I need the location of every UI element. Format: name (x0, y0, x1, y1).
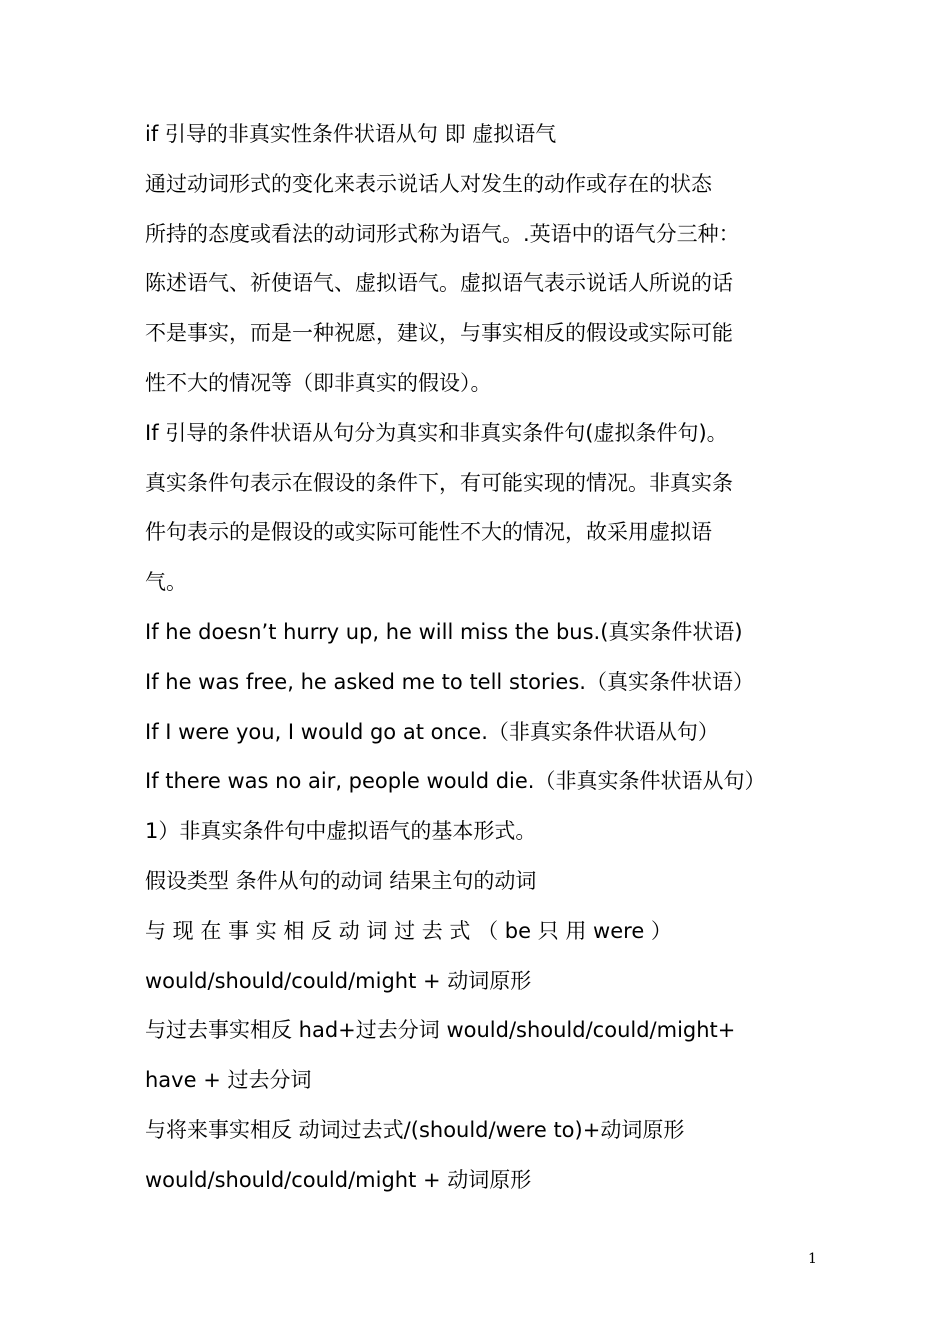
example-sentence: If there was no air, people would die.（非真实条件状语从句） (145, 769, 766, 794)
table-row-line: would/should/could/might + 动词原形 (145, 1167, 532, 1192)
table-header-line: 假设类型 条件从句的动词 结果主句的动词 (145, 868, 537, 893)
body-text (145, 110, 815, 1206)
example-sentence: If he was free, he asked me to tell stories.（真实条件状语） (145, 669, 754, 694)
table-row-line: 与过去事实相反 had+过去分词 would/should/could/might+ (145, 1018, 736, 1043)
paragraph-line: 件句表示的是假设的或实际可能性不大的情况，故采用虚拟语 (145, 520, 712, 545)
example-sentence: If he doesn’t hurry up, he will miss the bus.(真实条件状语) (145, 619, 743, 644)
page-number: 1 (808, 1251, 817, 1267)
table-row-line: have + 过去分词 (145, 1068, 312, 1093)
paragraph-line: 陈述语气、祈使语气、虚拟语气。虚拟语气表示说话人所说的话 (145, 271, 733, 296)
paragraph-line: 真实条件句表示在假设的条件下，有可能实现的情况。非真实条 (145, 470, 733, 495)
example-sentence: If I were you, I would go at once.（非真实条件状语从句） (145, 719, 719, 744)
paragraph-line: 气。 (145, 570, 187, 595)
section-heading: 1）非真实条件句中虚拟语气的基本形式。 (145, 819, 537, 844)
paragraph-line: 不是事实，而是一种祝愿，建议，与事实相反的假设或实际可能 (145, 321, 733, 346)
title-line: if 引导的非真实性条件状语从句 即 虚拟语气 (145, 122, 557, 146)
table-row-line: would/should/could/might + 动词原形 (145, 968, 532, 993)
table-row-line: 与 现 在 事 实 相 反 动 词 过 去 式 （ be 只 用 were ） (145, 918, 672, 943)
paragraph-line: 性不大的情况等（即非真实的假设）。 (145, 370, 492, 395)
paragraph-line: If 引导的条件状语从句分为真实和非真实条件句(虚拟条件句)。 (145, 420, 728, 445)
paragraph-line: 所持的态度或看法的动词形式称为语气。.英语中的语气分三种： (145, 221, 740, 246)
table-row-line: 与将来事实相反 动词过去式/(should/were to)+动词原形 (145, 1117, 685, 1142)
paragraph-line: 通过动词形式的变化来表示说话人对发生的动作或存在的状态 (145, 171, 712, 196)
